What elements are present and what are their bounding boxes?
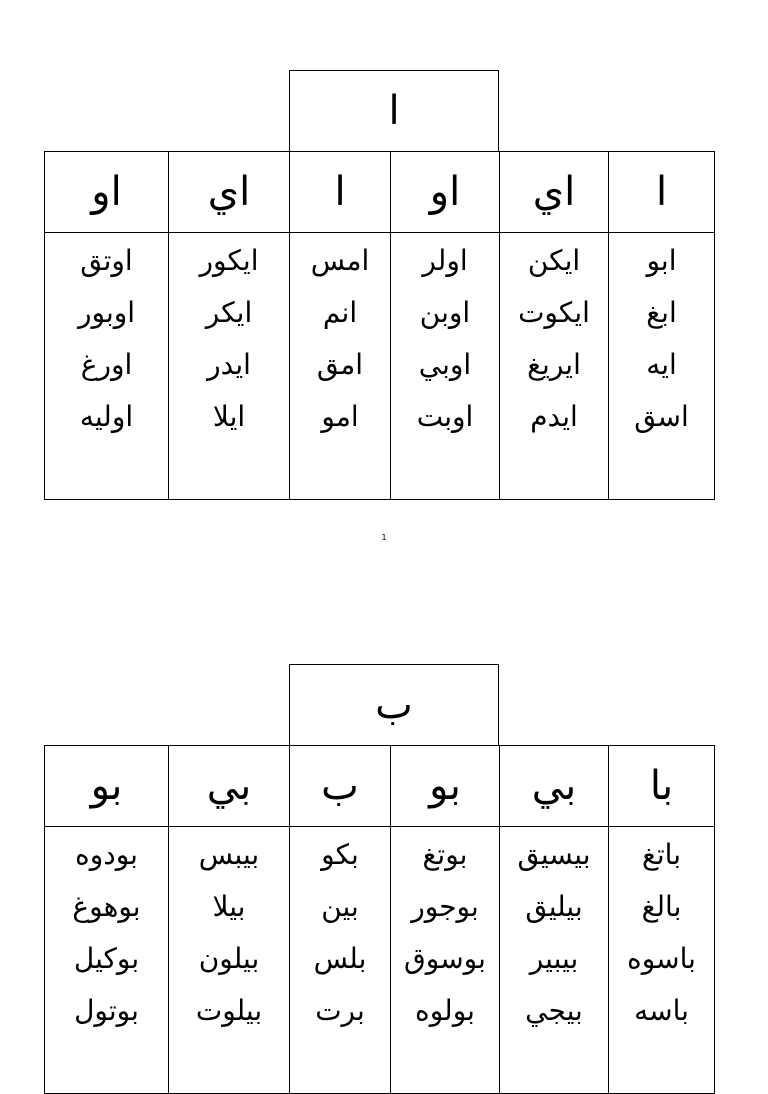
word: اورغ bbox=[80, 348, 133, 381]
table-word-row bbox=[45, 233, 715, 500]
word-list bbox=[500, 827, 609, 1094]
section-title-text: ب bbox=[375, 682, 413, 728]
word: اولر bbox=[422, 244, 468, 277]
word: بوتغ bbox=[422, 838, 468, 871]
word: ابو bbox=[646, 244, 677, 277]
word: بيلوت bbox=[195, 994, 263, 1027]
table-header-row bbox=[45, 746, 715, 827]
word: بين bbox=[321, 890, 359, 923]
word: بوجور bbox=[411, 890, 479, 923]
word: اوبور bbox=[77, 296, 136, 329]
word: بيليق bbox=[525, 890, 583, 923]
word: بلس bbox=[313, 942, 367, 975]
word: ايكوت bbox=[518, 296, 590, 329]
column-header: بي bbox=[169, 746, 290, 827]
word: ابغ bbox=[646, 296, 677, 329]
word: بوهوغ bbox=[72, 890, 141, 923]
word: باسوه bbox=[627, 942, 696, 975]
word: بيبير bbox=[529, 942, 579, 975]
column-header: بي bbox=[500, 746, 609, 827]
word: بيسيق bbox=[517, 838, 591, 871]
word: ايكر bbox=[205, 296, 253, 329]
section-title-ba bbox=[289, 664, 499, 746]
word: امو bbox=[321, 400, 359, 433]
word: اوتق bbox=[80, 244, 133, 277]
word: انم bbox=[322, 296, 358, 329]
word-list bbox=[169, 827, 290, 1094]
word: امق bbox=[316, 348, 364, 381]
word-list bbox=[391, 233, 500, 500]
syllable-table-alif bbox=[44, 151, 715, 500]
word: ايدم bbox=[530, 400, 578, 433]
column-header: ا bbox=[609, 152, 715, 233]
syllable-table-ba bbox=[44, 745, 715, 1094]
word-list bbox=[169, 233, 290, 500]
word-list bbox=[500, 233, 609, 500]
word: بوتول bbox=[74, 994, 139, 1027]
word-list bbox=[290, 827, 391, 1094]
word: بولوه bbox=[415, 994, 475, 1027]
word: ايدر bbox=[207, 348, 251, 381]
word: بالغ bbox=[641, 890, 682, 923]
word: ايكن bbox=[527, 244, 581, 277]
word: اوبي bbox=[418, 348, 472, 381]
word-list bbox=[45, 233, 169, 500]
word: اوبت bbox=[416, 400, 474, 433]
page-number: 1 bbox=[381, 533, 387, 542]
word: اوليه bbox=[79, 400, 134, 433]
word: ايلا bbox=[212, 400, 246, 433]
word: امس bbox=[310, 244, 370, 277]
column-header: اي bbox=[169, 152, 290, 233]
section-title-alif bbox=[289, 70, 499, 152]
column-header: بو bbox=[391, 746, 500, 827]
column-header: او bbox=[391, 152, 500, 233]
table-word-row bbox=[45, 827, 715, 1094]
word: ايه bbox=[646, 348, 677, 381]
section-title-text: ا bbox=[388, 88, 400, 134]
word-list bbox=[391, 827, 500, 1094]
word: بوكيل bbox=[73, 942, 140, 975]
word: بوسوق bbox=[404, 942, 486, 975]
table-header-row bbox=[45, 152, 715, 233]
word: بيلا bbox=[212, 890, 246, 923]
word: باسه bbox=[634, 994, 689, 1027]
word: ايريغ bbox=[527, 348, 581, 381]
word-list bbox=[609, 233, 715, 500]
word: باتغ bbox=[641, 838, 682, 871]
word: بودوه bbox=[75, 838, 138, 871]
word: اسق bbox=[634, 400, 689, 433]
word-list bbox=[45, 827, 169, 1094]
word: بيجي bbox=[525, 994, 583, 1027]
word: بيبس bbox=[198, 838, 260, 871]
column-header: اي bbox=[500, 152, 609, 233]
word-list bbox=[290, 233, 391, 500]
word: برت bbox=[315, 994, 365, 1027]
word: اوبن bbox=[419, 296, 471, 329]
column-header: بو bbox=[45, 746, 169, 827]
column-header: او bbox=[45, 152, 169, 233]
word-list bbox=[609, 827, 715, 1094]
word: بيلون bbox=[198, 942, 260, 975]
word: بكو bbox=[321, 838, 359, 871]
column-header: ب bbox=[290, 746, 391, 827]
column-header: با bbox=[609, 746, 715, 827]
column-header: ا bbox=[290, 152, 391, 233]
word: ايكور bbox=[199, 244, 259, 277]
